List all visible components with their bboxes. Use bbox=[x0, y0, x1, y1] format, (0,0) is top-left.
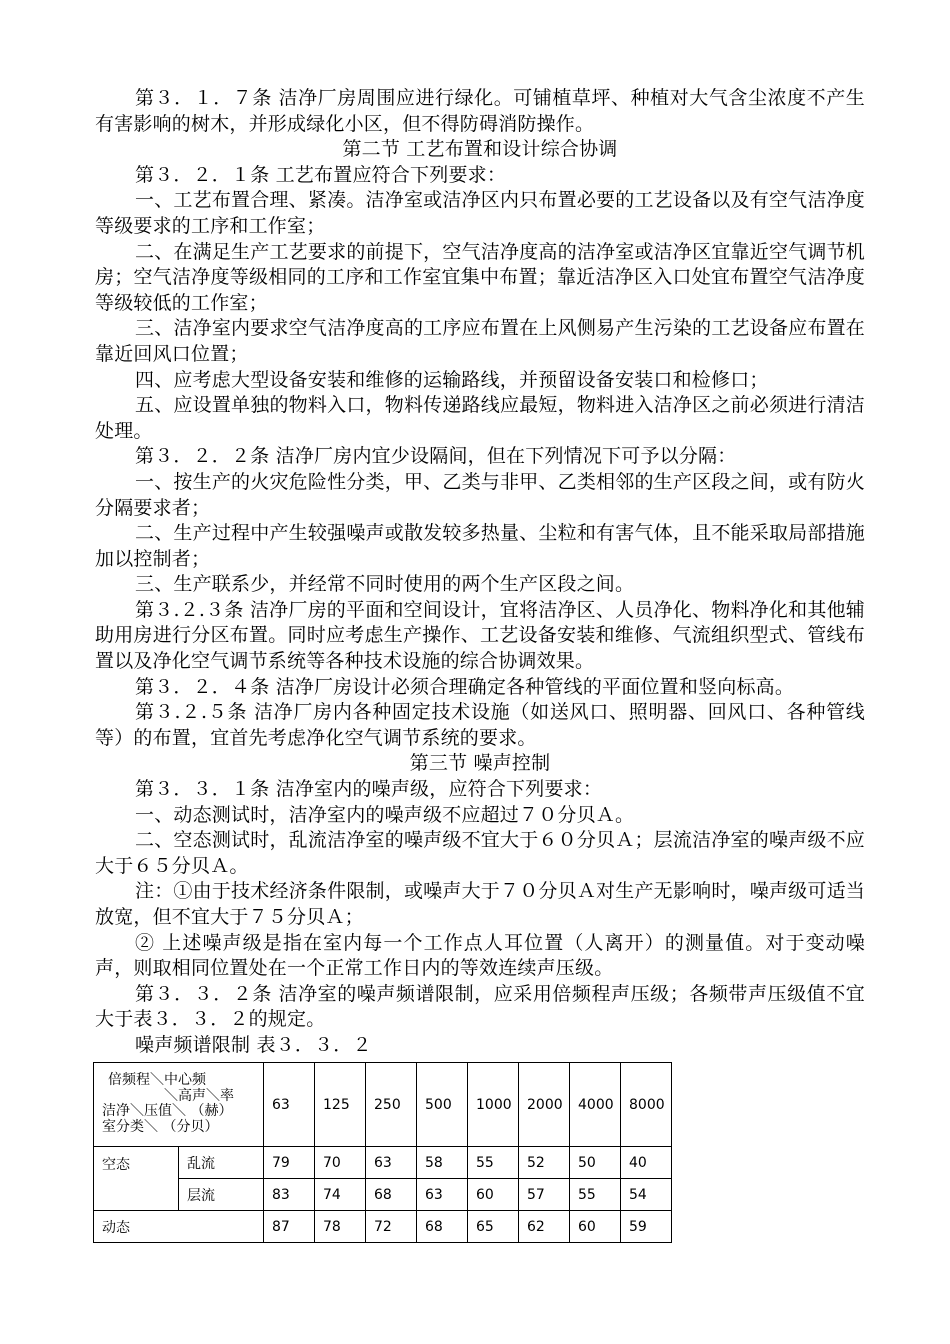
frequency-header: 1000 bbox=[468, 1063, 519, 1147]
document-body bbox=[95, 86, 865, 1071]
table-cell: 55 bbox=[468, 1147, 519, 1179]
table-cell: 83 bbox=[264, 1179, 315, 1211]
paragraph: 第３．３．２条 洁净室的噪声频谱限制，应采用倍频程声压级；各频带声压级值不宜大于表３．３．２的规定。 bbox=[95, 982, 865, 1031]
frequency-header: 250 bbox=[366, 1063, 417, 1147]
table-cell: 54 bbox=[621, 1179, 672, 1211]
table-cell: 57 bbox=[519, 1179, 570, 1211]
section-heading: 第三节 噪声控制 bbox=[409, 752, 551, 775]
frequency-header: 63 bbox=[264, 1063, 315, 1147]
paragraph: 第３．２．４条 洁净厂房设计必须合理确定各种管线的平面位置和竖向标高。 bbox=[135, 675, 795, 698]
table-cell: 60 bbox=[468, 1179, 519, 1211]
table-cell: 58 bbox=[417, 1147, 468, 1179]
paragraph: ② 上述噪声级是指在室内每一个工作点人耳位置（人离开）的测量值。对于变动噪声，则取相同位置处在一个正常工作日内的等效连续声压级。 bbox=[95, 931, 865, 980]
row-group-label: 动态 bbox=[94, 1211, 264, 1243]
paragraph: 三、洁净室内要求空气洁净度高的工序应布置在上风侧易产生污染的工艺设备应布置在靠近回风口位置； bbox=[95, 317, 865, 365]
section-heading: 第二节 工艺布置和设计综合协调 bbox=[342, 138, 618, 161]
paragraph: 二、生产过程中产生较强噪声或散发较多热量、尘粒和有害气体，且不能采取局部措施加以控制者； bbox=[95, 522, 865, 570]
table-caption: 噪声频谱限制 表３．３．２ bbox=[135, 1033, 372, 1056]
table-cell: 70 bbox=[315, 1147, 366, 1179]
table-cell: 50 bbox=[570, 1147, 621, 1179]
table-row bbox=[94, 1211, 672, 1243]
table-cell: 72 bbox=[366, 1211, 417, 1243]
table-row bbox=[94, 1147, 672, 1179]
table-cell: 68 bbox=[366, 1179, 417, 1211]
row-sub-label: 乱流 bbox=[179, 1147, 264, 1179]
paragraph: 五、应设置单独的物料入口，物料传递路线应最短，物料进入洁净区之前必须进行清洁处理。 bbox=[95, 394, 865, 442]
noise-spectrum-table-container bbox=[93, 1062, 672, 1243]
table-header-diagonal-cell bbox=[94, 1063, 264, 1147]
table-cell: 68 bbox=[417, 1211, 468, 1243]
table-cell: 74 bbox=[315, 1179, 366, 1211]
paragraph: 三、生产联系少，并经常不同时使用的两个生产区段之间。 bbox=[135, 573, 635, 596]
header-fragment: ＼高声＼率 bbox=[164, 1088, 234, 1104]
paragraph: 一、工艺布置合理、紧凑。洁净室或洁净区内只布置必要的工艺设备以及有空气洁净度等级要求的工序和工作室； bbox=[95, 189, 865, 237]
header-fragment: 倍频程＼中心频 bbox=[108, 1072, 206, 1088]
header-fragment: 室分类＼ （分贝） bbox=[102, 1119, 219, 1135]
paragraph: 第３．３．１条 洁净室内的噪声级，应符合下列要求： bbox=[135, 778, 603, 801]
paragraph: 四、应考虑大型设备安装和维修的运输路线，并预留设备安装口和检修口； bbox=[135, 368, 769, 391]
table-cell: 55 bbox=[570, 1179, 621, 1211]
table-cell: 78 bbox=[315, 1211, 366, 1243]
header-fragment: 洁净＼压值＼ （赫） bbox=[102, 1103, 233, 1119]
frequency-header: 2000 bbox=[519, 1063, 570, 1147]
paragraph: 第３．２．２条 洁净厂房内宜少设隔间，但在下列情况下可予以分隔： bbox=[135, 445, 737, 468]
row-group-label: 空态 bbox=[94, 1147, 179, 1211]
table-cell: 40 bbox=[621, 1147, 672, 1179]
frequency-header: 4000 bbox=[570, 1063, 621, 1147]
paragraph: 第３．２．１条 工艺布置应符合下列要求： bbox=[135, 163, 507, 186]
table-cell: 79 bbox=[264, 1147, 315, 1179]
paragraph: 一、动态测试时，洁净室内的噪声级不应超过７０分贝Ａ。 bbox=[135, 803, 635, 826]
table-cell: 65 bbox=[468, 1211, 519, 1243]
noise-spectrum-table bbox=[93, 1062, 672, 1243]
paragraph: 第３.２.３条 洁净厂房的平面和空间设计，宜将洁净区、人员净化、物料净化和其他辅助用房进行分区布置。同时应考虑生产操作、工艺设备安装和维修、气流组织型式、管线布置以及净化空气调节系统等各种技术设施的综合协调效果。 bbox=[95, 598, 865, 673]
paragraph: 注：①由于技术经济条件限制，或噪声大于７０分贝Ａ对生产无影响时，噪声级可适当放宽，但不宜大于７５分贝Ａ； bbox=[95, 880, 865, 928]
table-cell: 59 bbox=[621, 1211, 672, 1243]
table-cell: 60 bbox=[570, 1211, 621, 1243]
table-cell: 63 bbox=[417, 1179, 468, 1211]
row-sub-label: 层流 bbox=[179, 1179, 264, 1211]
table-row bbox=[94, 1179, 672, 1211]
paragraph: 第３.２.５条 洁净厂房内各种固定技术设施（如送风口、照明器、回风口、各种管线等）的布置，宜首先考虑净化空气调节系统的要求。 bbox=[95, 701, 865, 749]
paragraph: 二、在满足生产工艺要求的前提下，空气洁净度高的洁净室或洁净区宜靠近空气调节机房；空气洁净度等级相同的工序和工作室宜集中布置；靠近洁净区入口处宜布置空气洁净度等级较低的工作室； bbox=[95, 240, 865, 314]
table-cell: 62 bbox=[519, 1211, 570, 1243]
table-cell: 52 bbox=[519, 1147, 570, 1179]
table-cell: 87 bbox=[264, 1211, 315, 1243]
paragraph: 一、按生产的火灾危险性分类，甲、乙类与非甲、乙类相邻的生产区段之间，或有防火分隔要求者； bbox=[95, 470, 865, 519]
table-header-row bbox=[94, 1063, 672, 1147]
frequency-header: 8000 bbox=[621, 1063, 672, 1147]
frequency-header: 500 bbox=[417, 1063, 468, 1147]
paragraph: 第３．１．７条 洁净厂房周围应进行绿化。可铺植草坪、种植对大气含尘浓度不产生有害影响的树木，并形成绿化小区，但不得防碍消防操作。 bbox=[95, 87, 865, 135]
paragraph: 二、空态测试时，乱流洁净室的噪声级不宜大于６０分贝Ａ；层流洁净室的噪声级不应大于６５分贝Ａ。 bbox=[95, 829, 865, 877]
table-cell: 63 bbox=[366, 1147, 417, 1179]
frequency-header: 125 bbox=[315, 1063, 366, 1147]
